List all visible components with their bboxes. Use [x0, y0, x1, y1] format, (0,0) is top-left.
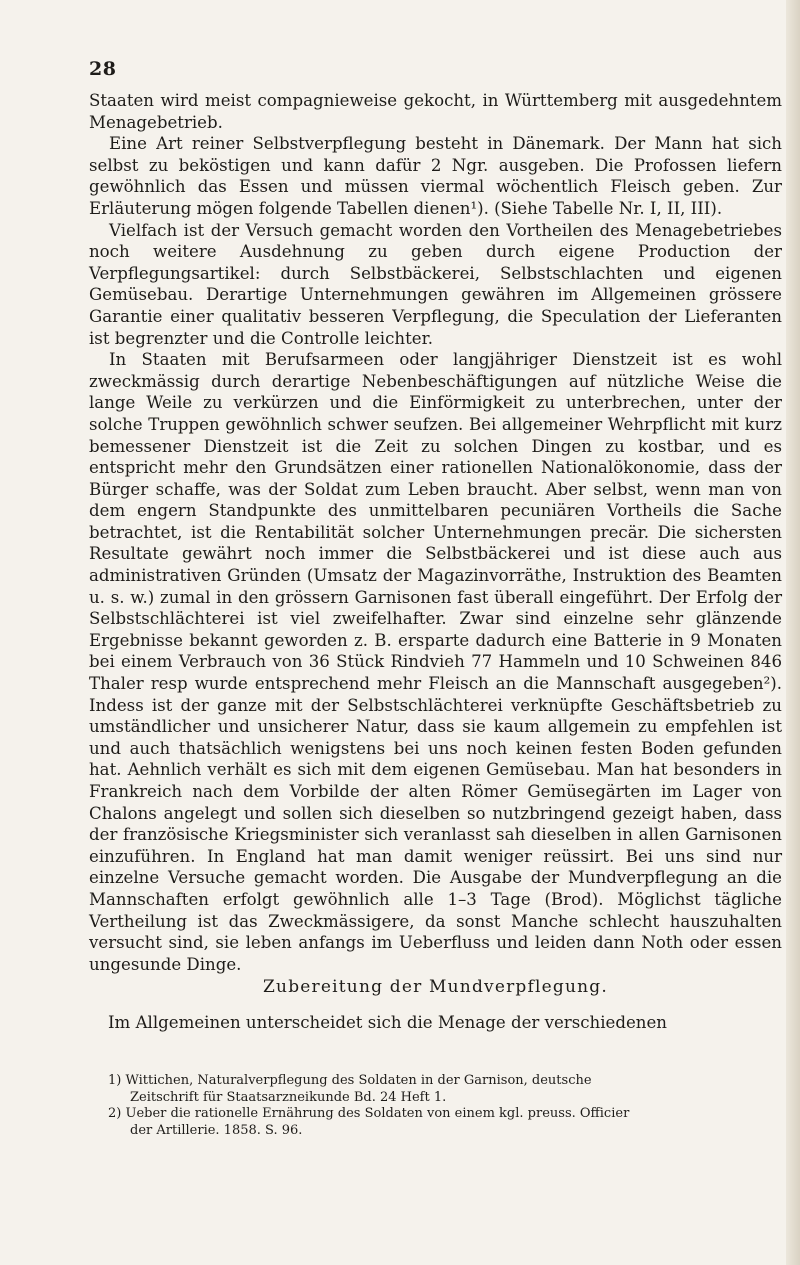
paragraph-2: Eine Art reiner Selbstverpflegung besteht in Dänemark. Der Mann hat sich selbst zu beköstigen und kann dafür 2 Ngr. ausgeben. Die Profossen liefern gewöhnlich das Essen und müssen viermal wöchentlich Fleisch geben. Zur Erläuterung mögen folgende Tabellen dienen¹). (Siehe Tabelle Nr. I, II, III).	[89, 134, 782, 218]
paragraph-3: Vielfach ist der Versuch gemacht worden den Vortheilen des Menagebetriebes noch weitere Ausdehnung zu geben durch eigene Production der Verpflegungsartikel: durch Selbstbäckerei, Selbstschlachten und eigenen Gemüsebau. Derartige Unternehmungen gewähren im Allgemeinen grössere Garantie einer qualitativ besseren Verpflegung, die Speculation der Lieferanten ist begrenzter und die Controlle leichter.	[89, 220, 782, 348]
footnote-marker: 1)	[108, 1073, 122, 1088]
footnote-continuation: Zeitschrift für Staatsarzneikunde Bd. 24 Heft 1.	[130, 1089, 447, 1105]
section-intro: Im Allgemeinen unterscheidet sich die Menage der verschiedenen	[108, 1013, 667, 1032]
page-number: 28	[89, 58, 117, 80]
footnote-text: Ueber die rationelle Ernährung des Soldaten von einem kgl. preuss. Officier	[125, 1106, 630, 1121]
footnote-continuation: der Artillerie. 1858. S. 96.	[130, 1122, 303, 1138]
footnote-marker: 2)	[108, 1106, 122, 1121]
footnote-1	[108, 1073, 782, 1106]
footnotes	[108, 1073, 782, 1139]
page-edge-shadow	[786, 0, 800, 1265]
section-heading: Zubereitung der Mundverpflegung.	[263, 977, 608, 997]
paragraph-4: In Staaten mit Berufsarmeen oder langjähriger Dienstzeit ist es wohl zweckmässig durch derartige Nebenbeschäftigungen auf nützliche Weise die lange Weile zu verkürzen und die Einförmigkeit zu unterbrechen, unter der solche Truppen gewöhnlich schwer seufzen. Bei allgemeiner Wehrpflicht mit kurz bemessener Dienstzeit ist die Zeit zu solchen Dingen zu kostbar, und es entspricht mehr den Grundsätzen einer rationellen Nationalökonomie, dass der Bürger schaffe, was der Soldat zum Leben braucht. Aber selbst, wenn man von dem engern Standpunkte des unmittelbaren pecuniären Vortheils die Sache betrachtet, ist die Rentabilität solcher Unternehmungen precär. Die sichersten Resultate gewährt noch immer die Selbstbäckerei und ist diese auch aus administrativen Gründen (Umsatz der Magazinvorräthe, Instruktion des Beamten u. s. w.) zumal in den grössern Garnisonen fast überall eingeführt. Der Erfolg der Selbstschlächterei ist viel zweifelhafter. Zwar sind einzelne sehr glänzende Ergebnisse bekannt geworden z. B. ersparte dadurch eine Batterie in 9 Monaten bei einem Verbrauch von 36 Stück Rindvieh 77 Hammeln und 10 Schweinen 846 Thaler resp wurde entsprechend mehr Fleisch an die Mannschaft ausgegeben²). Indess ist der ganze mit der Selbstschlächterei verknüpfte Geschäftsbetrieb zu umständlicher und unsicherer Natur, dass sie kaum allgemein zu empfehlen ist und auch thatsächlich wenigstens bei uns noch keinen festen Boden gefunden hat. Aehnlich verhält es sich mit dem eigenen Gemüsebau. Man hat besonders in Frankreich nach dem Vorbilde der alten Römer Gemüsegärten im Lager von Chalons angelegt und sollen sich dieselben so nutzbringend gezeigt haben, dass der französische Kriegsminister sich veranlasst sah dieselben in allen Garnisonen einzuführen. In England hat man damit weniger reüssirt. Bei uns sind nur einzelne Versuche gemacht worden. Die Ausgabe der Mundverpflegung an die Mannschaften erfolgt gewöhnlich alle 1–3 Tage (Brod). Möglichst tägliche Vertheilung ist das Zweckmässigere, da sonst Manche schlecht hauszuhalten versucht sind, sie leben anfangs im Ueberfluss und leiden dann Noth oder essen ungesunde Dinge.	[89, 350, 782, 974]
main-text	[89, 90, 782, 975]
paragraph-1: Staaten wird meist compagnieweise gekocht, in Württemberg mit ausgedehntem Menagebetrieb.	[89, 91, 782, 132]
footnote-2	[108, 1106, 782, 1139]
footnote-text: Wittichen, Naturalverpflegung des Soldaten in der Garnison, deutsche	[125, 1073, 592, 1088]
